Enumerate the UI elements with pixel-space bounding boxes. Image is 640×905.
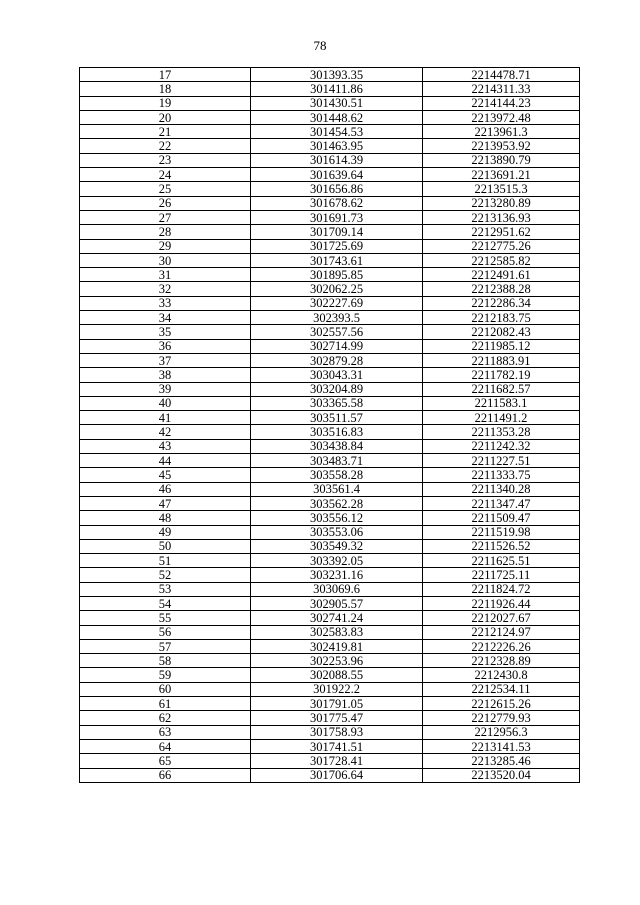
x-coordinate-cell: 302905.57: [251, 596, 423, 610]
table-row: [80, 596, 580, 610]
point-number-cell: 48: [80, 511, 251, 525]
point-number-cell: 34: [80, 311, 251, 325]
point-number-cell: 29: [80, 239, 251, 253]
coordinates-table-body: [80, 68, 580, 783]
table-row: [80, 239, 580, 253]
point-number-cell: 49: [80, 525, 251, 539]
point-number-cell: 66: [80, 768, 251, 782]
y-coordinate-cell: 2211883.91: [423, 353, 580, 367]
y-coordinate-cell: 2213515.3: [423, 182, 580, 196]
point-number-cell: 58: [80, 654, 251, 668]
x-coordinate-cell: 301728.41: [251, 754, 423, 768]
x-coordinate-cell: 301430.51: [251, 96, 423, 110]
table-row: [80, 253, 580, 267]
table-row: [80, 425, 580, 439]
point-number-cell: 20: [80, 110, 251, 124]
table-row: [80, 468, 580, 482]
point-number-cell: 61: [80, 697, 251, 711]
y-coordinate-cell: 2211682.57: [423, 382, 580, 396]
table-row: [80, 568, 580, 582]
x-coordinate-cell: 303511.57: [251, 411, 423, 425]
point-number-cell: 36: [80, 339, 251, 353]
y-coordinate-cell: 2211583.1: [423, 396, 580, 410]
point-number-cell: 52: [80, 568, 251, 582]
table-row: [80, 282, 580, 296]
y-coordinate-cell: 2211227.51: [423, 454, 580, 468]
table-row: [80, 711, 580, 725]
point-number-cell: 24: [80, 168, 251, 182]
x-coordinate-cell: 301678.62: [251, 196, 423, 210]
y-coordinate-cell: 2212615.26: [423, 697, 580, 711]
table-row: [80, 210, 580, 224]
table-row: [80, 182, 580, 196]
point-number-cell: 65: [80, 754, 251, 768]
y-coordinate-cell: 2211782.19: [423, 368, 580, 382]
x-coordinate-cell: 302879.28: [251, 353, 423, 367]
y-coordinate-cell: 2211353.28: [423, 425, 580, 439]
y-coordinate-cell: 2213691.21: [423, 168, 580, 182]
table-row: [80, 225, 580, 239]
y-coordinate-cell: 2213136.93: [423, 210, 580, 224]
y-coordinate-cell: 2211347.47: [423, 496, 580, 510]
x-coordinate-cell: 301639.64: [251, 168, 423, 182]
x-coordinate-cell: 301656.86: [251, 182, 423, 196]
table-row: [80, 125, 580, 139]
y-coordinate-cell: 2213961.3: [423, 125, 580, 139]
point-number-cell: 55: [80, 611, 251, 625]
y-coordinate-cell: 2213972.48: [423, 110, 580, 124]
table-row: [80, 482, 580, 496]
point-number-cell: 18: [80, 82, 251, 96]
y-coordinate-cell: 2212124.97: [423, 625, 580, 639]
y-coordinate-cell: 2212388.28: [423, 282, 580, 296]
point-number-cell: 37: [80, 353, 251, 367]
y-coordinate-cell: 2211725.11: [423, 568, 580, 582]
table-row: [80, 396, 580, 410]
x-coordinate-cell: 301922.2: [251, 682, 423, 696]
y-coordinate-cell: 2211340.28: [423, 482, 580, 496]
coordinates-table: [79, 67, 580, 783]
y-coordinate-cell: 2212430.8: [423, 668, 580, 682]
x-coordinate-cell: 301791.05: [251, 697, 423, 711]
x-coordinate-cell: 302393.5: [251, 311, 423, 325]
table-row: [80, 139, 580, 153]
y-coordinate-cell: 2214144.23: [423, 96, 580, 110]
y-coordinate-cell: 2211491.2: [423, 411, 580, 425]
table-row: [80, 411, 580, 425]
y-coordinate-cell: 2212226.26: [423, 639, 580, 653]
x-coordinate-cell: 301775.47: [251, 711, 423, 725]
table-row: [80, 296, 580, 310]
table-row: [80, 454, 580, 468]
y-coordinate-cell: 2212328.89: [423, 654, 580, 668]
point-number-cell: 60: [80, 682, 251, 696]
x-coordinate-cell: 301706.64: [251, 768, 423, 782]
table-row: [80, 439, 580, 453]
table-row: [80, 368, 580, 382]
y-coordinate-cell: 2212951.62: [423, 225, 580, 239]
point-number-cell: 30: [80, 253, 251, 267]
table-row: [80, 311, 580, 325]
point-number-cell: 27: [80, 210, 251, 224]
x-coordinate-cell: 303069.6: [251, 582, 423, 596]
point-number-cell: 19: [80, 96, 251, 110]
table-row: [80, 82, 580, 96]
y-coordinate-cell: 2211526.52: [423, 539, 580, 553]
x-coordinate-cell: 303562.28: [251, 496, 423, 510]
x-coordinate-cell: 302419.81: [251, 639, 423, 653]
point-number-cell: 28: [80, 225, 251, 239]
table-row: [80, 725, 580, 739]
point-number-cell: 46: [80, 482, 251, 496]
point-number-cell: 39: [80, 382, 251, 396]
x-coordinate-cell: 303365.58: [251, 396, 423, 410]
x-coordinate-cell: 302741.24: [251, 611, 423, 625]
point-number-cell: 63: [80, 725, 251, 739]
y-coordinate-cell: 2211625.51: [423, 554, 580, 568]
y-coordinate-cell: 2212027.67: [423, 611, 580, 625]
table-row: [80, 68, 580, 82]
point-number-cell: 45: [80, 468, 251, 482]
point-number-cell: 40: [80, 396, 251, 410]
table-row: [80, 697, 580, 711]
point-number-cell: 47: [80, 496, 251, 510]
x-coordinate-cell: 302062.25: [251, 282, 423, 296]
point-number-cell: 51: [80, 554, 251, 568]
point-number-cell: 21: [80, 125, 251, 139]
x-coordinate-cell: 303561.4: [251, 482, 423, 496]
y-coordinate-cell: 2212775.26: [423, 239, 580, 253]
y-coordinate-cell: 2214478.71: [423, 68, 580, 82]
table-row: [80, 639, 580, 653]
x-coordinate-cell: 301743.61: [251, 253, 423, 267]
point-number-cell: 41: [80, 411, 251, 425]
x-coordinate-cell: 301709.14: [251, 225, 423, 239]
y-coordinate-cell: 2212956.3: [423, 725, 580, 739]
point-number-cell: 57: [80, 639, 251, 653]
x-coordinate-cell: 301691.73: [251, 210, 423, 224]
point-number-cell: 35: [80, 325, 251, 339]
table-row: [80, 611, 580, 625]
point-number-cell: 43: [80, 439, 251, 453]
point-number-cell: 56: [80, 625, 251, 639]
x-coordinate-cell: 303556.12: [251, 511, 423, 525]
point-number-cell: 64: [80, 739, 251, 753]
x-coordinate-cell: 301895.85: [251, 268, 423, 282]
y-coordinate-cell: 2211509.47: [423, 511, 580, 525]
x-coordinate-cell: 303516.83: [251, 425, 423, 439]
x-coordinate-cell: 302227.69: [251, 296, 423, 310]
y-coordinate-cell: 2211333.75: [423, 468, 580, 482]
table-row: [80, 382, 580, 396]
x-coordinate-cell: 301393.35: [251, 68, 423, 82]
y-coordinate-cell: 2211985.12: [423, 339, 580, 353]
table-row: [80, 268, 580, 282]
y-coordinate-cell: 2212286.34: [423, 296, 580, 310]
y-coordinate-cell: 2213141.53: [423, 739, 580, 753]
x-coordinate-cell: 302714.99: [251, 339, 423, 353]
table-row: [80, 582, 580, 596]
table-row: [80, 539, 580, 553]
point-number-cell: 32: [80, 282, 251, 296]
y-coordinate-cell: 2213285.46: [423, 754, 580, 768]
point-number-cell: 38: [80, 368, 251, 382]
x-coordinate-cell: 301758.93: [251, 725, 423, 739]
y-coordinate-cell: 2212491.61: [423, 268, 580, 282]
y-coordinate-cell: 2211242.32: [423, 439, 580, 453]
y-coordinate-cell: 2213520.04: [423, 768, 580, 782]
x-coordinate-cell: 302583.83: [251, 625, 423, 639]
y-coordinate-cell: 2212534.11: [423, 682, 580, 696]
point-number-cell: 26: [80, 196, 251, 210]
y-coordinate-cell: 2212779.93: [423, 711, 580, 725]
x-coordinate-cell: 301411.86: [251, 82, 423, 96]
point-number-cell: 44: [80, 454, 251, 468]
x-coordinate-cell: 303392.05: [251, 554, 423, 568]
point-number-cell: 23: [80, 153, 251, 167]
point-number-cell: 50: [80, 539, 251, 553]
x-coordinate-cell: 301454.53: [251, 125, 423, 139]
page-number: 78: [313, 38, 327, 53]
table-row: [80, 168, 580, 182]
x-coordinate-cell: 303438.84: [251, 439, 423, 453]
x-coordinate-cell: 303553.06: [251, 525, 423, 539]
point-number-cell: 22: [80, 139, 251, 153]
table-row: [80, 754, 580, 768]
table-row: [80, 625, 580, 639]
table-row: [80, 739, 580, 753]
point-number-cell: 59: [80, 668, 251, 682]
point-number-cell: 17: [80, 68, 251, 82]
table-row: [80, 96, 580, 110]
point-number-cell: 42: [80, 425, 251, 439]
table-row: [80, 496, 580, 510]
x-coordinate-cell: 301614.39: [251, 153, 423, 167]
x-coordinate-cell: 303231.16: [251, 568, 423, 582]
y-coordinate-cell: 2211926.44: [423, 596, 580, 610]
point-number-cell: 54: [80, 596, 251, 610]
table-row: [80, 196, 580, 210]
table-row: [80, 339, 580, 353]
point-number-cell: 33: [80, 296, 251, 310]
x-coordinate-cell: 303549.32: [251, 539, 423, 553]
y-coordinate-cell: 2213953.92: [423, 139, 580, 153]
table-row: [80, 525, 580, 539]
y-coordinate-cell: 2211824.72: [423, 582, 580, 596]
x-coordinate-cell: 302557.56: [251, 325, 423, 339]
table-row: [80, 668, 580, 682]
table-row: [80, 325, 580, 339]
x-coordinate-cell: 302253.96: [251, 654, 423, 668]
x-coordinate-cell: 303043.31: [251, 368, 423, 382]
table-row: [80, 353, 580, 367]
table-row: [80, 682, 580, 696]
y-coordinate-cell: 2212183.75: [423, 311, 580, 325]
table-row: [80, 654, 580, 668]
table-row: [80, 768, 580, 782]
x-coordinate-cell: 303558.28: [251, 468, 423, 482]
point-number-cell: 53: [80, 582, 251, 596]
y-coordinate-cell: 2212585.82: [423, 253, 580, 267]
y-coordinate-cell: 2213280.89: [423, 196, 580, 210]
table-row: [80, 511, 580, 525]
x-coordinate-cell: 303483.71: [251, 454, 423, 468]
y-coordinate-cell: 2214311.33: [423, 82, 580, 96]
table-row: [80, 554, 580, 568]
point-number-cell: 25: [80, 182, 251, 196]
x-coordinate-cell: 301741.51: [251, 739, 423, 753]
table-row: [80, 110, 580, 124]
y-coordinate-cell: 2211519.98: [423, 525, 580, 539]
x-coordinate-cell: 301463.95: [251, 139, 423, 153]
point-number-cell: 62: [80, 711, 251, 725]
point-number-cell: 31: [80, 268, 251, 282]
y-coordinate-cell: 2212082.43: [423, 325, 580, 339]
x-coordinate-cell: 303204.89: [251, 382, 423, 396]
x-coordinate-cell: 302088.55: [251, 668, 423, 682]
x-coordinate-cell: 301448.62: [251, 110, 423, 124]
table-row: [80, 153, 580, 167]
x-coordinate-cell: 301725.69: [251, 239, 423, 253]
y-coordinate-cell: 2213890.79: [423, 153, 580, 167]
